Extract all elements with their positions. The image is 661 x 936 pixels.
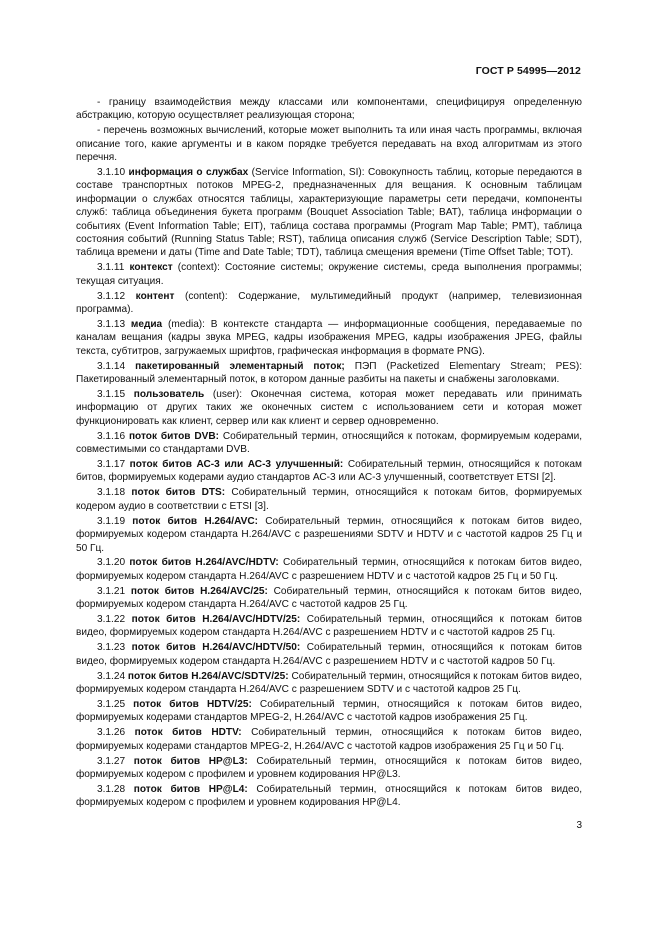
clause-number: 3.1.10	[97, 167, 126, 179]
definition-text: Собирательный термин, относящийся к потокам битов видео, формируемых кодером стандарта H.264/AVC с разрешением HDTV и с частотой кадров 25 Гц.	[76, 614, 583, 639]
definition-3-1-21	[76, 585, 582, 612]
clause-number: 3.1.26	[97, 727, 126, 739]
term: контекст	[129, 262, 173, 274]
definition-3-1-28	[76, 783, 582, 810]
definition-text: Собирательный термин, относящийся к потокам битов, формируемых кодером аудио в соответствии с ETSI [3].	[76, 487, 582, 512]
definition-text: Собирательный термин, относящийся к потокам битов видео, формируемых кодером с профилем и уровнем кодирования HP@L4.	[76, 783, 583, 809]
document-header: ГОСТ Р 54995—2012	[475, 65, 581, 77]
definition-3-1-18	[76, 486, 582, 513]
clause-number: 3.1.13	[97, 319, 126, 330]
term: контент	[135, 290, 175, 302]
definition-3-1-19	[76, 515, 582, 555]
term: поток битов HDTV:	[134, 727, 242, 739]
term: поток битов H.264/AVC/HDTV/50:	[131, 642, 301, 654]
clause-number: 3.1.22	[97, 614, 126, 626]
clause-number: 3.1.28	[97, 783, 126, 795]
paragraph-text: - границу взаимодействия между классами или компонентами, специфицируя определенную абстракцию, которую осуществляет реализующая сторона;	[76, 97, 582, 122]
clause-number: 3.1.17	[97, 459, 126, 471]
clause-number: 3.1.18	[97, 487, 126, 499]
term: пакетированный элементарный поток;	[135, 360, 345, 372]
term: поток битов H.264/AVC/SDTV/25:	[127, 670, 289, 682]
clause-number: 3.1.20	[97, 557, 126, 569]
page-number: 3	[576, 820, 582, 831]
term: поток битов H.264/AVC/HDTV/25:	[131, 614, 301, 626]
term: пользователь	[133, 389, 205, 401]
term: поток битов H.264/AVC/HDTV:	[129, 557, 279, 569]
definition-3-1-25	[76, 698, 582, 725]
clause-number: 3.1.19	[97, 515, 126, 527]
definition-3-1-24	[76, 670, 582, 697]
definition-text: Собирательный термин, относящийся к потокам битов видео, формируемых кодером стандарта H.264/AVC с разрешением HDTV и с частотой кадров 25 Гц и 50 Гц.	[76, 557, 583, 582]
term: поток битов HDTV/25:	[133, 698, 252, 710]
definition-3-1-10	[76, 166, 582, 260]
list-item	[76, 96, 582, 123]
definition-3-1-16	[76, 430, 582, 457]
definition-text: Собирательный термин, относящийся к потокам битов, формируемых кодерами аудио стандартов АС-3 или АС-3 улучшенный, соответствует ETSI [2].	[76, 459, 582, 484]
clause-number: 3.1.27	[97, 755, 126, 767]
definition-text: (user): Оконечная система, которая может передавать или принимать информацию от других таких же оконечных систем с использованием сети и которая может функционировать как клиент, сервер или как клиент и сервер одновременно.	[76, 389, 582, 427]
term: медиа	[130, 319, 163, 330]
clause-number: 3.1.15	[97, 389, 126, 401]
term: поток битов HP@L3:	[133, 755, 248, 767]
definition-text: Собирательный термин, относящийся к потокам битов видео, формируемых кодером стандарта H.264/AVC с частотой кадров 25 Гц.	[76, 585, 582, 611]
definition-3-1-17	[76, 458, 582, 485]
definition-3-1-11	[76, 261, 582, 288]
definition-3-1-22	[76, 613, 582, 640]
list-item	[76, 124, 582, 164]
term: поток битов H.264/AVC/25:	[130, 585, 268, 597]
definition-text: Собирательный термин, относящийся к потокам битов видео, формируемых кодером с профилем и уровнем кодирования HP@L3.	[76, 755, 583, 780]
definition-text: Собирательный термин, относящийся к потокам битов видео, формируемых кодерами стандартов MPEG-2, H.264/AVC с частотой кадров изображения 25 Гц и 50 Гц.	[76, 727, 582, 752]
clause-number: 3.1.11	[97, 262, 125, 274]
definition-text: Собирательный термин, относящийся к потокам битов видео, формируемых кодером стандарта H.264/AVC с разрешением SDTV и с частотой кадров 25 Гц.	[76, 670, 583, 696]
term: поток битов АС-3 или АС-3 улучшенный:	[129, 459, 344, 471]
clause-number: 3.1.16	[97, 430, 126, 442]
term: информация о службах	[128, 167, 249, 179]
definition-3-1-12	[76, 290, 582, 317]
term: поток битов H.264/AVC:	[132, 515, 258, 527]
term: поток битов DTS:	[131, 487, 226, 499]
definition-3-1-23	[76, 641, 582, 668]
definition-text: (Service Information, SI): Совокупность таблиц, которые передаются в составе транспортных потоков MPEG-2, предназначенных для вещания. К основным таблицам информации о службах относятся таблицы, характеризующие параметры сети передачи, компоненты служб: таблица объединения букета программ (Bouquet Association Table; BAT), таблица информации о событиях (Event Information Table; EIT), таблица состава программы (Program Map Table; PMT), таблица состояния событий (Running Status Table; RST), таблица описания служб (Service Description Table; SDT), таблица времени и даты (Time and Date Table; TDT), таблица смещения времени (Time Offset Table; TOT).	[76, 167, 583, 259]
paragraph-text: - перечень возможных вычислений, которые может выполнить та или иная часть программы, включая описание того, какие аргументы и в каком порядке требуется передавать на вход алгоритмам из этого перечня.	[76, 125, 582, 164]
definition-text: Собирательный термин, относящийся к потокам битов видео, формируемых кодером стандарта H.264/AVC с разрешениями SDTV и HDTV и с частотой кадров 25 Гц и 50 Гц.	[76, 515, 583, 554]
definition-text: Собирательный термин, относящийся к потокам, формируемым кодерами, совместимыми со стандартами DVB.	[76, 430, 583, 456]
definition-text: ПЭП (Packetized Elementary Stream; PES): Пакетированный элементарный поток, в котором данные разбиты на пакеты и снабжены заголовками.	[76, 360, 583, 386]
clause-number: 3.1.21	[97, 585, 126, 597]
clause-number: 3.1.25	[97, 698, 126, 710]
definition-text: (content): Содержание, мультимедийный продукт (например, телевизионная программа).	[76, 290, 582, 316]
definition-text: Собирательный термин, относящийся к потокам битов видео, формируемых кодерами стандартов MPEG-2, H.264/AVC с частотой кадров изображения 25 Гц.	[76, 698, 583, 724]
definition-3-1-14	[76, 360, 582, 387]
term: поток битов DVB:	[128, 430, 220, 442]
term: поток битов HP@L4:	[133, 783, 248, 795]
definition-3-1-27	[76, 755, 582, 782]
definition-3-1-26	[76, 726, 582, 753]
clause-number: 3.1.24	[97, 670, 126, 682]
clause-number: 3.1.12	[97, 290, 126, 302]
document-body	[76, 96, 582, 811]
definition-3-1-13	[76, 318, 582, 358]
definition-text: Собирательный термин, относящийся к потокам битов видео, формируемых кодером стандарта H.264/AVC с разрешением HDTV и с частотой кадров 50 Гц.	[76, 642, 583, 667]
definition-text: (context): Состояние системы; окружение системы, среда выполнения программы; текущая ситуация.	[76, 262, 582, 287]
clause-number: 3.1.14	[97, 360, 126, 372]
definition-3-1-20	[76, 556, 582, 583]
definition-3-1-15	[76, 388, 582, 428]
definition-text: (media): В контексте стандарта — информационные сообщения, передаваемые по каналам вещания (кадры звука MPEG, кадры изображения MPEG, кадры изображения JPEG, файлы текста, субтитров, загружаемых шрифтов, графическая информация в формате PNG).	[76, 319, 583, 357]
clause-number: 3.1.23	[97, 642, 126, 654]
